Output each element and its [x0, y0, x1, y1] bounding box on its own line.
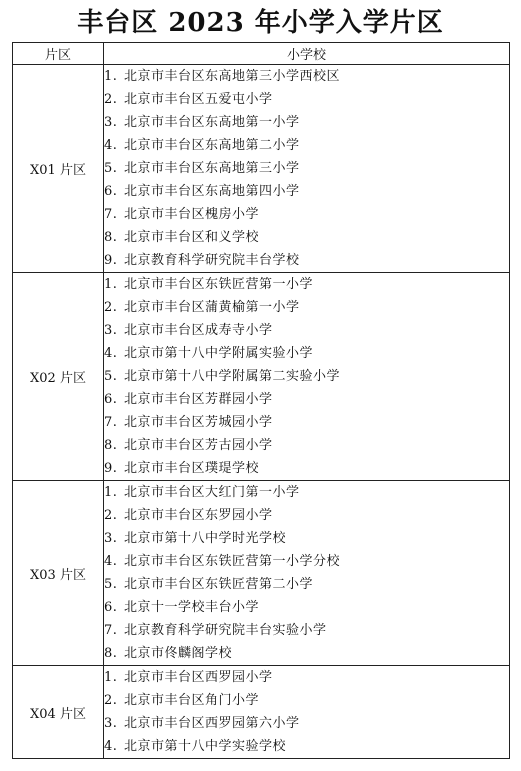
school-name: 北京市第十八中学时光学校 [124, 531, 287, 546]
school-name: 北京市丰台区东高地第一小学 [124, 115, 300, 130]
table-header-row [13, 43, 510, 65]
school-number: 8. [104, 438, 118, 453]
school-number: 7. [104, 415, 118, 430]
school-name: 北京市丰台区芳古园小学 [124, 438, 273, 453]
school-number: 6. [104, 392, 118, 407]
table-row [13, 273, 510, 481]
schools-cell [104, 273, 510, 481]
school-name: 北京市丰台区东罗园小学 [124, 508, 273, 523]
list-item [104, 434, 509, 457]
school-name: 北京市丰台区璞瑅学校 [124, 461, 260, 476]
list-item [104, 596, 509, 619]
page-title: 丰台区 2023 年小学入学片区 [77, 8, 444, 38]
school-name: 北京市丰台区大红门第一小学 [124, 485, 300, 500]
school-number: 8. [104, 646, 118, 661]
list-item [104, 388, 509, 411]
school-number: 2. [104, 300, 118, 315]
table-body [13, 65, 510, 759]
list-item [104, 249, 509, 272]
list-item [104, 342, 509, 365]
list-item [104, 573, 509, 596]
school-name: 北京市丰台区东高地第四小学 [124, 184, 300, 199]
district-cell: X03 片区 [13, 481, 104, 666]
school-name: 北京市丰台区芳群园小学 [124, 392, 273, 407]
school-number: 9. [104, 461, 118, 476]
school-number: 5. [104, 577, 118, 592]
list-item [104, 180, 509, 203]
school-number: 5. [104, 369, 118, 384]
list-item [104, 712, 509, 735]
list-item [104, 735, 509, 758]
list-item [104, 111, 509, 134]
list-item [104, 296, 509, 319]
school-name: 北京市丰台区东铁匠营第一小学分校 [124, 554, 341, 569]
school-number: 7. [104, 207, 118, 222]
list-item [104, 411, 509, 434]
list-item [104, 481, 509, 504]
list-item [104, 226, 509, 249]
list-item [104, 666, 509, 689]
school-name: 北京市丰台区五爱屯小学 [124, 92, 273, 107]
column-header-schools: 小学校 [104, 43, 510, 65]
school-name: 北京市丰台区东高地第二小学 [124, 138, 300, 153]
school-number: 3. [104, 531, 118, 546]
list-item [104, 504, 509, 527]
school-name: 北京市丰台区和义学校 [124, 230, 260, 245]
school-name: 北京市丰台区芳城园小学 [124, 415, 273, 430]
list-item [104, 88, 509, 111]
school-name: 北京市丰台区东高地第三小学西校区 [124, 69, 341, 84]
school-number: 6. [104, 600, 118, 615]
school-number: 3. [104, 115, 118, 130]
school-number: 1. [104, 277, 118, 292]
list-item [104, 550, 509, 573]
list-item [104, 203, 509, 226]
school-number: 9. [104, 253, 118, 268]
school-number: 5. [104, 161, 118, 176]
school-number: 1. [104, 670, 118, 685]
list-item [104, 457, 509, 480]
school-name: 北京市丰台区东铁匠营第二小学 [124, 577, 314, 592]
list-item [104, 319, 509, 342]
school-name: 北京市丰台区东铁匠营第一小学 [124, 277, 314, 292]
school-name: 北京市第十八中学附属第二实验小学 [124, 369, 341, 384]
school-name: 北京市丰台区西罗园第六小学 [124, 716, 300, 731]
school-number: 1. [104, 69, 118, 84]
school-number: 7. [104, 623, 118, 638]
list-item [104, 365, 509, 388]
schools-cell [104, 65, 510, 273]
schools-cell [104, 666, 510, 759]
table-row [13, 481, 510, 666]
list-item [104, 65, 509, 88]
school-name: 北京市第十八中学附属实验小学 [124, 346, 314, 361]
school-name: 北京市丰台区槐房小学 [124, 207, 260, 222]
school-name: 北京市丰台区角门小学 [124, 693, 260, 708]
school-number: 4. [104, 138, 118, 153]
school-name: 北京教育科学研究院丰台实验小学 [124, 623, 327, 638]
table-row [13, 65, 510, 273]
school-number: 6. [104, 184, 118, 199]
school-name: 北京市丰台区蒲黄榆第一小学 [124, 300, 300, 315]
column-header-district: 片区 [13, 43, 104, 65]
list-item [104, 273, 509, 296]
school-number: 3. [104, 716, 118, 731]
school-number: 4. [104, 739, 118, 754]
school-number: 4. [104, 554, 118, 569]
district-cell: X01 片区 [13, 65, 104, 273]
district-cell: X02 片区 [13, 273, 104, 481]
list-item [104, 642, 509, 665]
school-number: 2. [104, 508, 118, 523]
school-number: 8. [104, 230, 118, 245]
list-item [104, 157, 509, 180]
school-number: 4. [104, 346, 118, 361]
school-name: 北京十一学校丰台小学 [124, 600, 260, 615]
list-item [104, 527, 509, 550]
school-name: 北京市丰台区东高地第三小学 [124, 161, 300, 176]
district-cell: X04 片区 [13, 666, 104, 759]
school-name: 北京教育科学研究院丰台学校 [124, 253, 300, 268]
school-name: 北京市丰台区西罗园小学 [124, 670, 273, 685]
list-item [104, 134, 509, 157]
schools-cell [104, 481, 510, 666]
school-name: 北京市佟麟阁学校 [124, 646, 233, 661]
school-number: 2. [104, 693, 118, 708]
list-item [104, 689, 509, 712]
school-number: 3. [104, 323, 118, 338]
district-table [12, 42, 510, 759]
school-number: 2. [104, 92, 118, 107]
school-name: 北京市第十八中学实验学校 [124, 739, 287, 754]
school-name: 北京市丰台区成寿寺小学 [124, 323, 273, 338]
table-row [13, 666, 510, 759]
list-item [104, 619, 509, 642]
school-number: 1. [104, 485, 118, 500]
